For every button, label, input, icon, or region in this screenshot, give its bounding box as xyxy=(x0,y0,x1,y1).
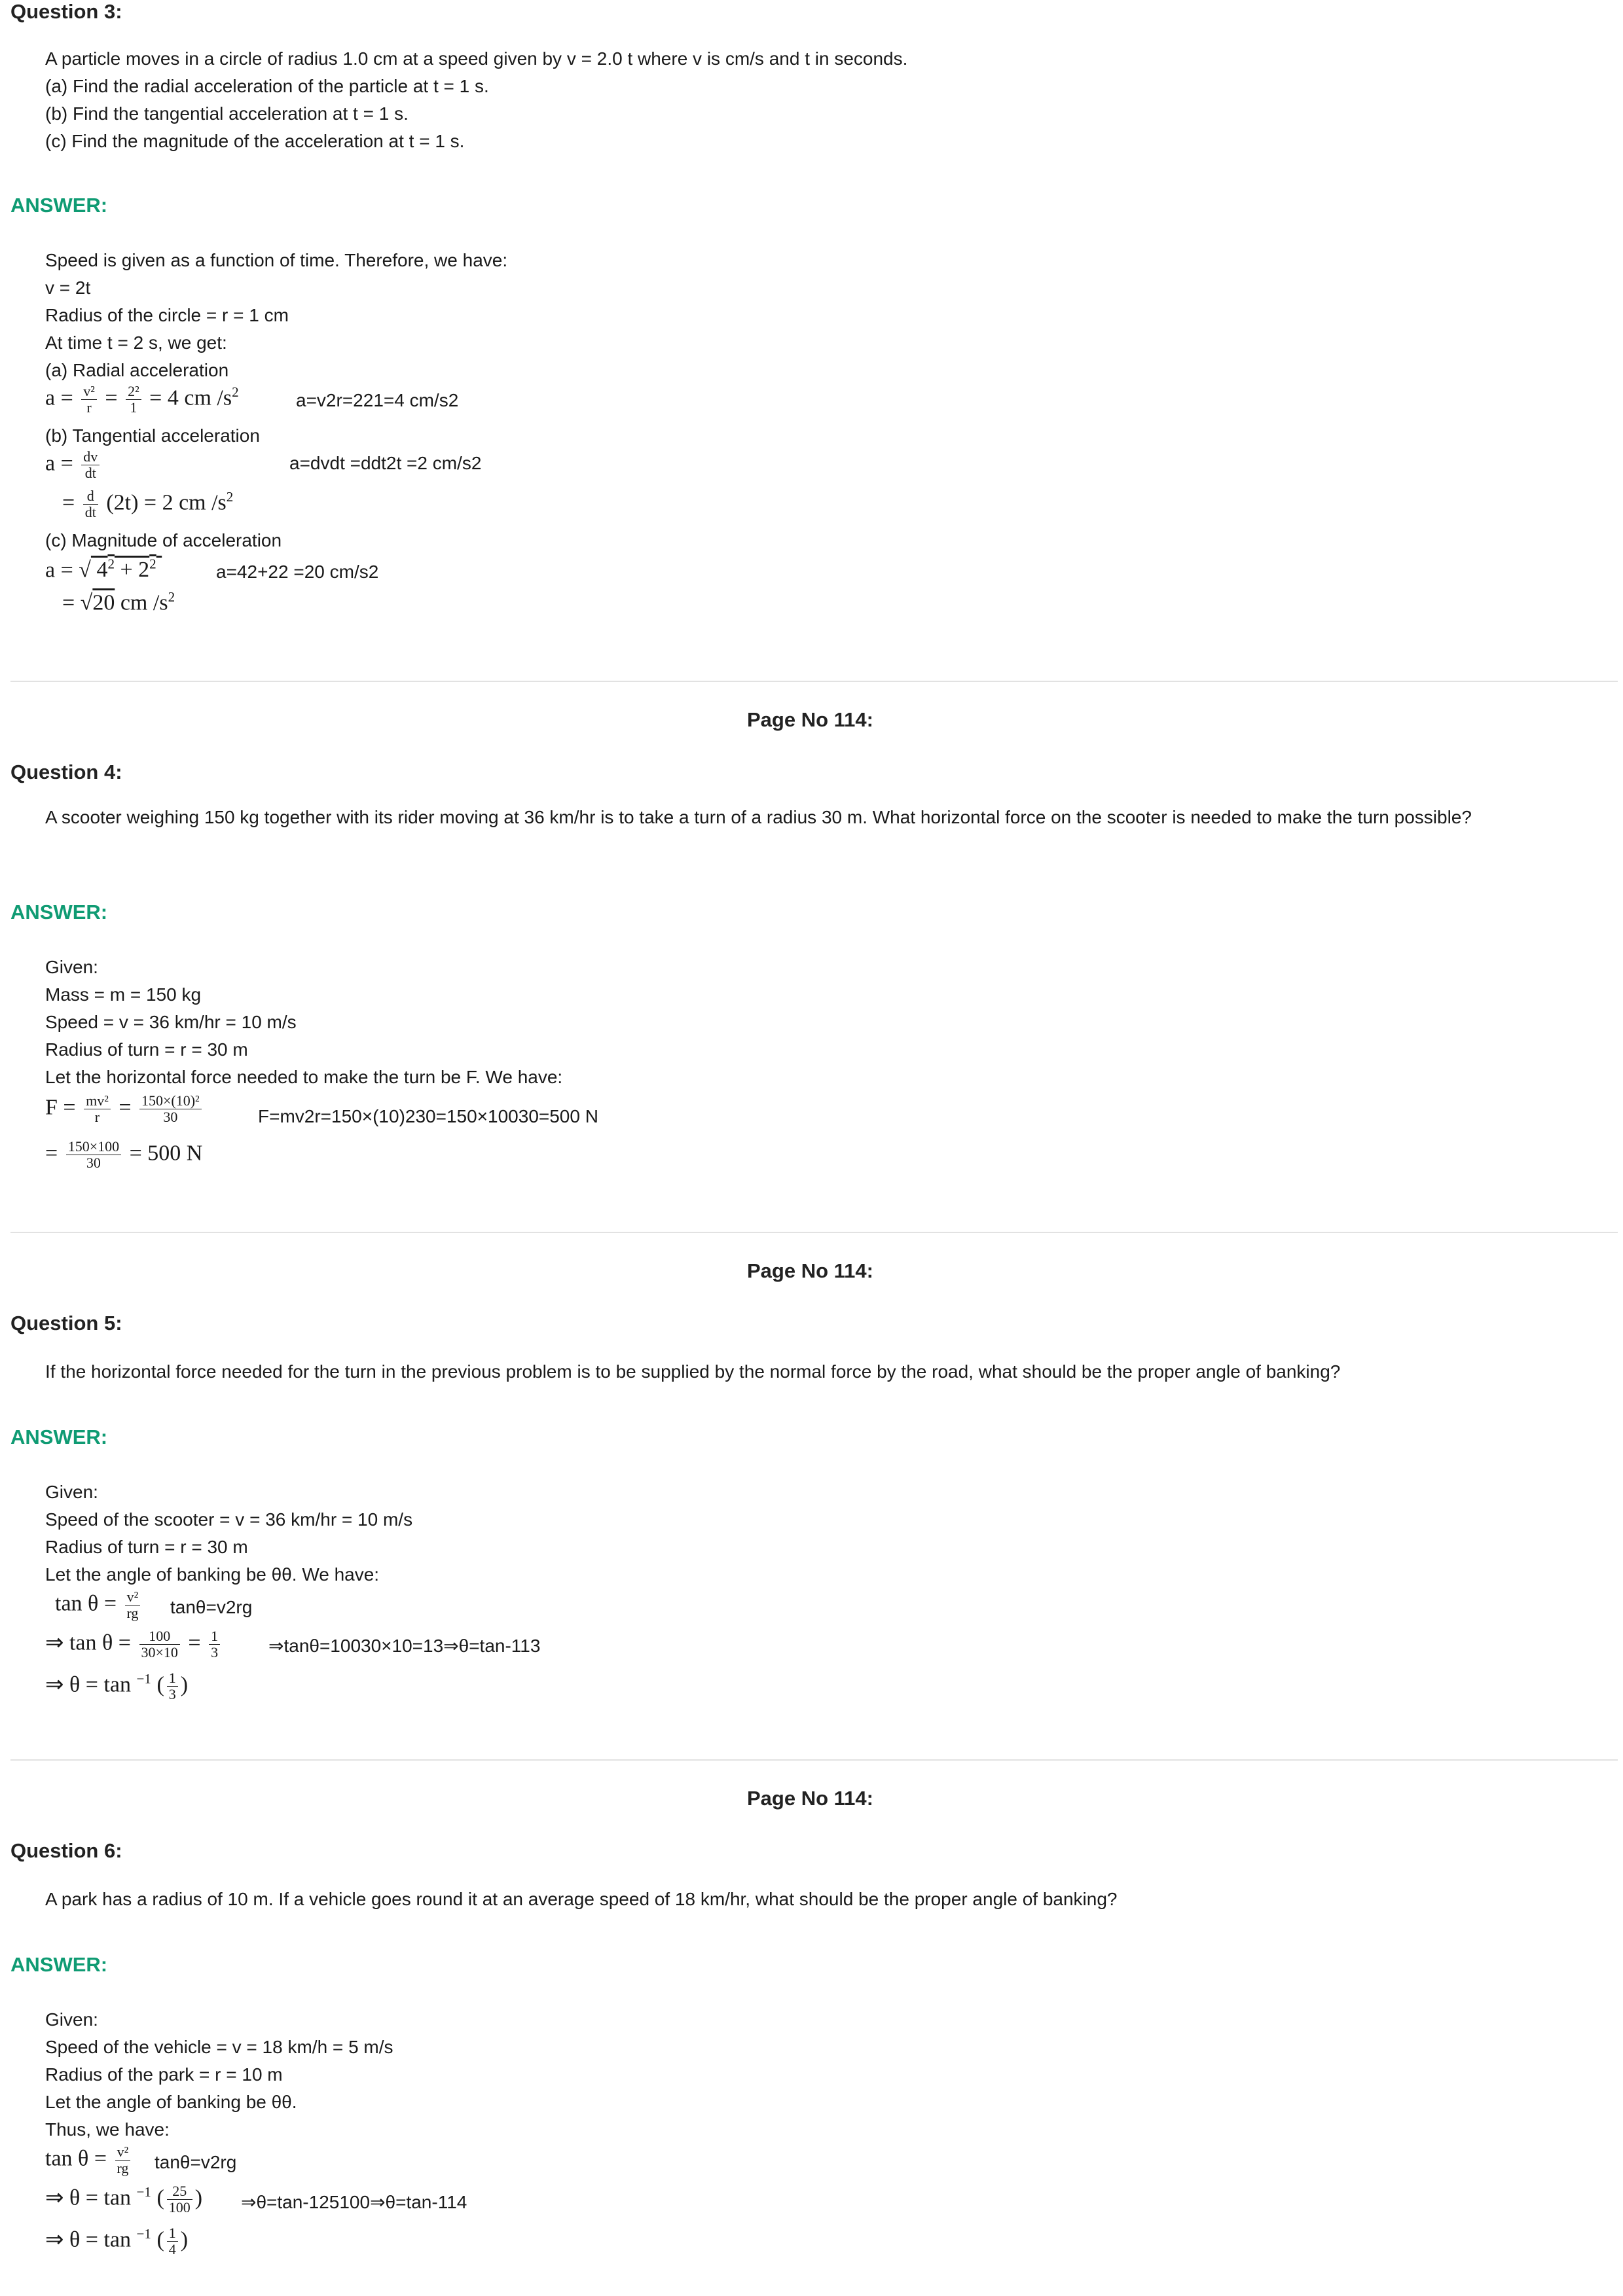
q5-question-text: If the horizontal force needed for the turn in the previous problem is to be supplied by the normal force by the road, what should be the proper angle of banking? xyxy=(45,1361,1341,1382)
q3-eq-magnitude: a = √ $4^2 + 2^2$ xyxy=(45,556,156,583)
q5-alt-banking: tanθ=v2rg xyxy=(170,1597,253,1617)
q6-answer-label: ANSWER: xyxy=(10,1953,108,1976)
q3-ans-line-4: At time t = 2 s, we get: xyxy=(45,332,227,353)
q5-alt-banking-2: ⇒tanθ=10030×10=13⇒θ=tan-113 xyxy=(268,1636,541,1656)
q6-eq-banking-3: ⇒ θ = tan $^{-1}$ ( $\frac{1}{4}$ ) xyxy=(45,2225,189,2257)
divider xyxy=(10,681,1618,682)
q6-ans-line-1: Given: xyxy=(45,2009,98,2030)
q4-eq-force: F = $\frac{\text{mv²}}{r}$ = $\frac{\text{150×(10)²}}{30}$ xyxy=(45,1093,204,1125)
q5-ans-line-3: Radius of turn = r = 30 m xyxy=(45,1537,248,1557)
q4-ans-line-3: Speed = v = 36 km/hr = 10 m/s xyxy=(45,1012,297,1032)
q4-ans-line-1: Given: xyxy=(45,957,98,977)
q6-eq-banking-2: ⇒ θ = tan $^{-1}$ ( $\frac{25}{100}$ ) xyxy=(45,2183,203,2215)
q6-alt-banking: tanθ=v2rg xyxy=(155,2152,237,2172)
q3-ans-line-5: (a) Radial acceleration xyxy=(45,360,229,380)
q6-eq-banking: tan θ = $\frac{\text{v²}}{rg}$ xyxy=(45,2144,133,2176)
q4-eq-force-2: = $\frac{150\times 100}{30}$ = 500 N xyxy=(45,1138,203,1171)
q4-answer-label: ANSWER: xyxy=(10,901,108,924)
question-4-heading: Question 4: xyxy=(10,761,122,783)
q4-ans-line-5: Let the horizontal force needed to make the turn be F. We have: xyxy=(45,1067,563,1087)
q5-ans-line-2: Speed of the scooter = v = 36 km/hr = 10 m/s xyxy=(45,1509,413,1530)
q3-line-4: (c) Find the magnitude of the acceleration at t = 1 s. xyxy=(45,131,465,151)
q3-ans-line-2: v = 2t xyxy=(45,278,91,298)
q5-ans-line-4: Let the angle of banking be θθ. We have: xyxy=(45,1564,380,1585)
q6-ans-line-4: Let the angle of banking be θθ. xyxy=(45,2092,297,2112)
question-6-heading: Question 6: xyxy=(10,1839,122,1862)
q3-line-3: (b) Find the tangential acceleration at t = 1 s. xyxy=(45,103,409,124)
divider xyxy=(10,1759,1618,1761)
question-3-heading: Question 3: xyxy=(10,0,122,23)
q5-answer-label: ANSWER: xyxy=(10,1426,108,1448)
q4-question-text: A scooter weighing 150 kg together with its rider moving at 36 km/hr is to take a turn of a radius 30 m. What horizontal force on the scooter is needed to make the turn possible? xyxy=(45,807,1472,827)
q3-alt-tangential: a=dvdt =ddt2t =2 cm/s2 xyxy=(289,453,482,473)
q6-ans-line-5: Thus, we have: xyxy=(45,2119,170,2140)
q6-page-number: Page No 114: xyxy=(747,1787,873,1810)
q4-ans-line-4: Radius of turn = r = 30 m xyxy=(45,1039,248,1060)
q6-question-text: A park has a radius of 10 m. If a vehicle goes round it at an average speed of 18 km/hr, what should be the proper angle of banking? xyxy=(45,1889,1118,1909)
q3-answer-label: ANSWER: xyxy=(10,194,108,217)
q3-alt-magnitude: a=42+22 =20 cm/s2 xyxy=(216,562,379,582)
q4-alt-force: F=mv2r=150×(10)230=150×10030=500 N xyxy=(258,1106,598,1126)
q3-eq-radial: a = $\frac{\text{v²}}{r}$ = $\frac{\text{2²}}{1}$ = 4 cm $/s^2$ xyxy=(45,383,239,416)
q3-eq-tangential: a = $\frac{dv}{dt}$ xyxy=(45,449,102,481)
q4-page-number: Page No 114: xyxy=(747,708,873,731)
q5-page-number: Page No 114: xyxy=(747,1259,873,1282)
q3-line-2: (a) Find the radial acceleration of the particle at t = 1 s. xyxy=(45,76,489,96)
q5-eq-banking: tan θ = $\frac{\text{v²}}{rg}$ xyxy=(55,1589,143,1621)
q6-ans-line-3: Radius of the park = r = 10 m xyxy=(45,2064,283,2085)
q6-alt-banking-2: ⇒θ=tan-125100⇒θ=tan-114 xyxy=(241,2192,467,2212)
q5-eq-banking-2: ⇒ tan θ = $\frac{100}{30\times 10}$ = $\frac{1}{3}$ xyxy=(45,1628,223,1660)
q3-ans-line-3: Radius of the circle = r = 1 cm xyxy=(45,305,289,325)
q3-ans-line-1: Speed is given as a function of time. Therefore, we have: xyxy=(45,250,508,270)
question-5-heading: Question 5: xyxy=(10,1312,122,1335)
q3-ans-line-6: (b) Tangential acceleration xyxy=(45,425,260,446)
q5-ans-line-1: Given: xyxy=(45,1482,98,1502)
q3-line-1: A particle moves in a circle of radius 1.0 cm at a speed given by v = 2.0 t where v is cm/s and t in seconds. xyxy=(45,48,908,69)
q3-alt-radial: a=v2r=221=4 cm/s2 xyxy=(296,390,459,410)
q3-eq-tangential-2: = $\frac{d}{dt}$ (2t) = 2 cm $/s^2$ xyxy=(62,488,234,520)
q4-ans-line-2: Mass = m = 150 kg xyxy=(45,984,202,1005)
q3-eq-magnitude-2: = √20 cm $/s^2$ xyxy=(62,589,175,615)
q3-ans-line-7: (c) Magnitude of acceleration xyxy=(45,530,282,550)
divider xyxy=(10,1232,1618,1233)
q6-ans-line-2: Speed of the vehicle = v = 18 km/h = 5 m/s xyxy=(45,2037,393,2057)
q5-eq-banking-3: ⇒ θ = tan $^{-1}$ ( $\frac{1}{3}$ ) xyxy=(45,1670,189,1702)
